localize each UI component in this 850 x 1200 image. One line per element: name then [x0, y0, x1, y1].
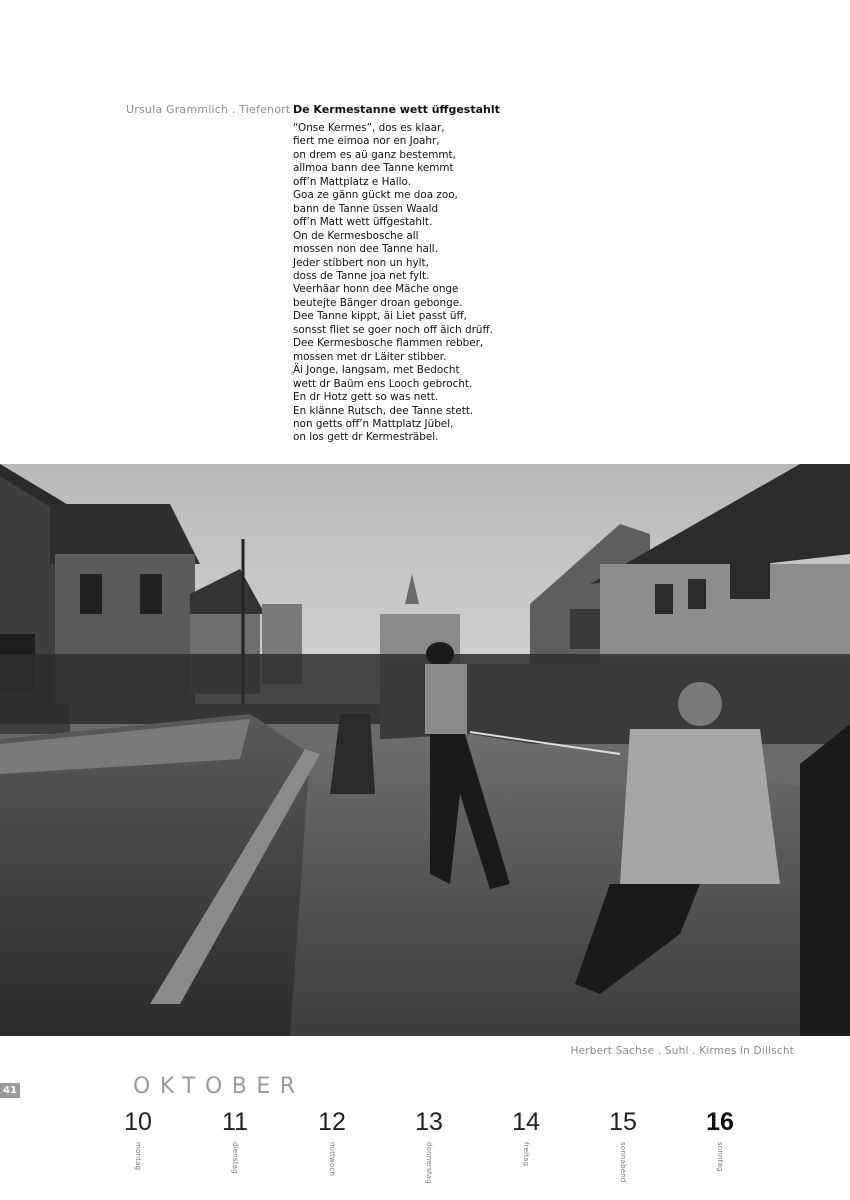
- calendar-day: [399, 1106, 459, 1198]
- poem-line: mossen non dee Tanne hall.: [293, 243, 438, 256]
- poem-line: Goa ze gänn gückt me doa zoo,: [293, 189, 458, 202]
- poem-line: off’n Matt wett üffgestahlt.: [293, 216, 433, 229]
- calendar-day: [302, 1106, 362, 1198]
- poem-line: off’n Mattplatz e Hallo.: [293, 175, 411, 188]
- poem-line: mossen met dr Läiter stibber.: [293, 350, 447, 363]
- page-number: 41: [0, 1083, 20, 1098]
- poem-line: En dr Hotz gett so was nett.: [293, 391, 439, 404]
- calendar-day: [593, 1106, 653, 1198]
- poem-line: doss de Tanne joa net fylt.: [293, 269, 430, 282]
- weekday-label: donnerstag: [425, 1142, 433, 1184]
- day-number: 16: [706, 1108, 734, 1136]
- calendar-day: [108, 1106, 168, 1198]
- calendar-day-sunday: [690, 1106, 750, 1198]
- weekday-label: montag: [134, 1142, 142, 1171]
- poem-line: beutejte Bänger droan gebonge.: [293, 296, 463, 309]
- calendar-day: [205, 1106, 265, 1198]
- poem-line: bann de Tanne üssen Waald: [293, 202, 439, 215]
- photo-illustration: [0, 464, 850, 1036]
- poem-line: En klänne Rutsch, dee Tanne stett.: [293, 404, 474, 417]
- weekday-label: dienstag: [231, 1142, 239, 1174]
- poem-line: On de Kermesbosche all: [293, 229, 419, 242]
- weekday-label: freitag: [522, 1142, 530, 1167]
- village-street-photo: [0, 464, 850, 1036]
- poem-text: [293, 122, 493, 445]
- day-number: 10: [124, 1108, 152, 1136]
- calendar-day: [496, 1106, 556, 1198]
- day-number: 12: [318, 1108, 346, 1136]
- poem-line: Äi Jonge, langsam, met Bedocht: [293, 364, 460, 377]
- poem-line: Jeder stibbert non un hylt,: [293, 256, 429, 269]
- poem-title: De Kermestanne wett üffgestahlt: [293, 103, 500, 116]
- photo-caption: Herbert Sachse . Suhl . Kirmes in Dillscht: [570, 1045, 794, 1057]
- day-number: 11: [222, 1108, 248, 1136]
- poem-line: non getts off’n Mattplatz Jübel,: [293, 417, 454, 430]
- poem-author: Ursula Grammlich . Tiefenort: [126, 103, 291, 116]
- poem-line: Dee Tanne kippt, äi Liet passt üff,: [293, 310, 467, 323]
- weekday-label: sonntag: [716, 1142, 724, 1172]
- weekday-label: sonnabend: [619, 1142, 627, 1183]
- poem-line: wett dr Baüm ens Looch gebrocht.: [293, 377, 473, 390]
- poem-line: Veerhäar honn dee Mäche onge: [293, 283, 459, 296]
- poem-line: on drem es aü ganz bestemmt,: [293, 148, 456, 161]
- poem-line: sonsst fliet se goer noch off äich drüff.: [293, 323, 493, 336]
- poem-line: fiert me eimoa nor en Joahr,: [293, 135, 440, 148]
- day-number: 15: [609, 1108, 637, 1136]
- poem-line: “Onse Kermes”, dos es klaar,: [293, 122, 445, 134]
- month-title: OKTOBER: [133, 1074, 305, 1099]
- day-number: 13: [415, 1108, 443, 1136]
- poem-line: Dee Kermesbosche flammen rebber,: [293, 337, 484, 350]
- poem-line: allmoa bann dee Tanne kemmt: [293, 162, 454, 175]
- weekday-label: mittwoch: [328, 1142, 336, 1177]
- poem-line: on los gett dr Kermesträbel.: [293, 431, 439, 444]
- day-number: 14: [512, 1108, 540, 1136]
